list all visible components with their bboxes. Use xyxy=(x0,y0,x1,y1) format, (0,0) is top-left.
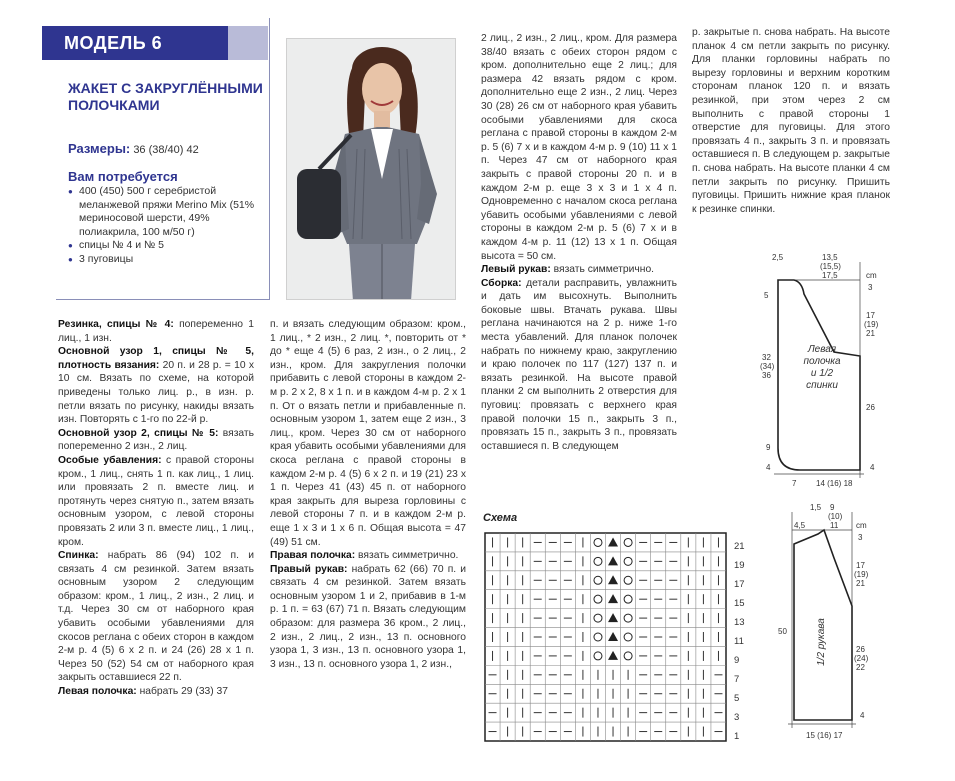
needs-list xyxy=(68,185,268,266)
heading-pattern-1: Основной узор 1, спицы № 5, плотность вязания: xyxy=(58,346,254,371)
model-photo xyxy=(286,38,456,300)
heading-left-front: Левая полочка: xyxy=(58,686,137,698)
dim-label: 4,5 xyxy=(794,521,806,530)
text-column-1 xyxy=(58,318,254,699)
dim-label: (19) xyxy=(854,570,869,579)
piece-label: Левая xyxy=(807,344,837,355)
dim-label: 22 xyxy=(856,663,865,672)
text-pattern-2: вязать попеременно 2 изн., 2 лиц. xyxy=(58,427,255,453)
text-decreases: с правой стороны кром., 1 лиц., снять 1 п. как лиц., 1 лиц. или провязать 2 п. вместе лиц. и протянуть через снятую п., затем вязать основным узором, с левой стороны провязать 2 или 3 п. вместе лиц., 1 лиц., кром. xyxy=(58,454,254,548)
dim-label: 3 xyxy=(858,533,863,542)
model-banner: МОДЕЛЬ 6 xyxy=(42,26,228,60)
row-number: 7 xyxy=(734,674,740,685)
heading-back: Спинка: xyxy=(58,550,99,562)
sleeve-label: 1/2 рукава xyxy=(816,618,827,666)
sizes xyxy=(68,141,199,156)
dim-label: 3 xyxy=(868,283,873,292)
piece-label: полочка xyxy=(803,356,841,367)
heading-assembly: Сборка: xyxy=(481,277,522,289)
dim-label: 36 xyxy=(762,371,771,380)
text-right-sleeve: набрать 62 (66) 70 п. и связать 4 см резинкой. Затем вязать основным узором 1 и 2, прибавив в 1-м р. 1 п. = 63 (67) 71 п. Вязать следующим образом: для размера 36 кром., 2 лиц., 2 изн., 2 лиц., 2 изн., 13 п. основного узора 1, 3 изн., 13 п. основного узора 1, 3 изн., 13 п. основного узора 1, 2 изн., xyxy=(270,563,466,670)
heading-rib: Резинка, спицы № 4: xyxy=(58,319,174,330)
dim-label: 17 xyxy=(856,561,865,570)
dim-label: 9 xyxy=(766,443,771,452)
text-pattern-1: 20 п. и 28 р. = 10 х 10 см. Вязать по схеме, на которой приведены только лиц. р., в изн. р. петли вязать по рисунку, накиды вязать изн. Повторять с 1-го по 22-й р. xyxy=(58,359,255,426)
piece-label: спинки xyxy=(806,380,838,391)
dim-label: 1,5 xyxy=(810,503,822,512)
dim-label: 50 xyxy=(778,627,787,636)
needs-item: ● 3 пуговицы xyxy=(68,253,268,267)
unit-label: cm xyxy=(856,521,867,530)
front-back-diagram xyxy=(760,252,888,488)
text-column-4 xyxy=(692,26,890,216)
dim-label: (10) xyxy=(828,512,843,521)
dim-label: 32 xyxy=(762,353,771,362)
dim-label: 11 xyxy=(830,521,839,530)
needs-title: Вам потребуется xyxy=(68,169,178,184)
text-rib: попеременно 1 лиц., 1 изн. xyxy=(58,319,254,344)
unit-label: cm xyxy=(866,271,877,280)
text-left-front-cont: п. и вязать следующим образом: кром., 1 лиц., * 2 изн., 2 лиц. *, повторить от * до * еще 4 (5) 6 раз, 2 изн., о 2 лиц., 2 изн., кром. Для закругления полочки прибавить с левой стороны в каждом 2-м р. 2 х 2, 8 х 1 п. и в каждом 4-м р. 2 х 1 п. От о вязать петли и прибавленные п. основным узором 1, затем еще 2 изн., 3 лиц., кром. Через 30 см от наборного края убавить особыми убавлениями для скоса реглана с правой стороны в каждом 2-м р. 4 (5) 6 х 2 п. и 19 (21) 23 х 1 п. Через 41 (43) 45 п. от наборного края закрыть для выреза горловины с левой стороны 7 п. и в каждом 2-м р. еще 1 х 3 и 1 х 6 п. Общая высота = 47 (49) 51 см. xyxy=(270,319,466,548)
dim-label: 26 xyxy=(866,403,875,412)
heading-decreases: Особые убавления: xyxy=(58,454,162,466)
dim-label: (24) xyxy=(854,654,869,663)
dim-label: 15 (16) 17 xyxy=(806,731,843,740)
text-right-sleeve-cont: 2 лиц., 2 изн., 2 лиц., кром. Для размера 38/40 вязать с обеих сторон рядом с кром. дополнительно еще 2 лиц.; для размера 42 вязать рядом с кром. дополнительно еще 2 изн., 2 лиц. Через 30 (28) 26 см от наборного края убавить особыми убавлениями для скоса реглана с правой стороны в каждом 2-м р. 5 (6) 7 х и в каждом 4-м р. 9 (10) 11 х 1 п. Через 47 см от наборного края закрыть с правой стороны 20 п. и в каждом 2-м р. еще 3 х 3 и 1 х 4 п. Одновременно с началом скоса реглана убавить особыми убавлениями с левой стороны в каждом 2-м р. 5 (6) 7 х и в каждом 4-м р. 11 (12) 13 х 1 п. Общая высота = 50 см. xyxy=(481,33,677,262)
row-number: 13 xyxy=(734,617,745,628)
sizes-value: 36 (38/40) 42 xyxy=(133,144,199,156)
dim-label: 17,5 xyxy=(822,271,838,280)
row-number: 15 xyxy=(734,598,745,609)
text-column-3 xyxy=(481,32,677,453)
text-assembly: детали расправить, увлажнить и дать им высохнуть. Выполнить боковые швы. Втачать рукава. Швы реглана начинаются на 2 р. ниже 1-го места убавлений. Для планок полочек набрать по нижнему краю, закруглению и краю полочек по 117 (127) 137 п. и вязать резинкой. На высоте правой планки 2 см выполнить 2 отверстия для пуговиц: провязать с верхнего края правой полочки 15 п., закрыть 3 п., провязать 15 п., закрыть 3 п., провязать оставшиеся п. В следующем xyxy=(481,277,677,452)
row-number: 5 xyxy=(734,693,740,704)
dim-label: 4 xyxy=(860,711,865,720)
dim-label: 13,5 xyxy=(822,253,838,262)
dim-label: (15,5) xyxy=(820,262,841,271)
dim-label: 17 xyxy=(866,311,875,320)
text-left-sleeve: вязать симметрично. xyxy=(550,264,655,276)
row-number: 21 xyxy=(734,541,745,552)
heading-right-front: Правая полочка: xyxy=(270,550,356,562)
sleeve-diagram xyxy=(770,502,888,742)
text-back: набрать 86 (94) 102 п. и связать 4 см резинкой. Затем вязать основным узором 2 следующим образом: кром., 1 лиц., 2 изн., 2 лиц. и т.д. Через 30 см от наборного края убавить особыми убавлениями для скосов реглана с обеих сторон в каждом 2-м р. 4 (5) 6 х 2 п. и 24 (26) 28 х 1 п. Через 50 (52) 54 см от наборного края закрыть оставшиеся 22 п. xyxy=(58,550,254,684)
row-number: 11 xyxy=(734,636,744,647)
needs-item: ● 400 (450) 500 г серебристой меланжевой пряжи Merino Mix (51% мериносовой шерсти, 49% полиакрила, 100 м/50 г) xyxy=(68,185,268,239)
row-number: 17 xyxy=(734,579,745,590)
model-illustration xyxy=(287,39,456,300)
dim-label: (34) xyxy=(760,362,775,371)
row-number: 9 xyxy=(734,655,740,666)
heading-right-sleeve: Правый рукав: xyxy=(270,563,348,575)
dim-label: 7 xyxy=(792,479,797,488)
dim-label: 14 (16) 18 xyxy=(816,479,853,488)
dim-label: 9 xyxy=(830,503,835,512)
schema-label: Схема xyxy=(483,512,518,524)
knitting-chart xyxy=(484,532,754,746)
heading-pattern-2: Основной узор 2, спицы № 5: xyxy=(58,427,219,439)
row-number: 19 xyxy=(734,560,745,571)
sizes-label: Размеры: xyxy=(68,141,131,156)
row-number: 3 xyxy=(734,712,740,723)
dim-label: 4 xyxy=(766,463,771,472)
dim-label: 5 xyxy=(764,291,769,300)
text-left-front: набрать 29 (33) 37 xyxy=(136,686,229,698)
pattern-title: ЖАКЕТ С ЗАКРУГЛЁННЫМИ ПОЛОЧКАМИ xyxy=(68,80,263,113)
text-column-2 xyxy=(270,318,466,671)
dim-label: 26 xyxy=(856,645,865,654)
text-right-front: вязать симметрично. xyxy=(355,550,459,562)
heading-left-sleeve: Левый рукав: xyxy=(481,264,551,276)
dim-label: 21 xyxy=(866,329,875,338)
text-assembly-cont: р. закрытые п. снова набрать. На высоте планок 4 см петли закрыть по рисунку. Для планки горловины набрать по вырезу горловины и верхним коротким сторонам планок 120 п. и вязать резинкой, при этом через 2 см выполнить с правой стороны 1 отверстие для пуговицы. Для этого провязать 4 п., закрыть 3 п. и провязать оставшиеся п. В следующем р. закрытые п. снова набрать. На высоте планки 4 см петли закрыть по рисунку. Пришить пуговицы. Пришить нижние края планок к резинке спинки. xyxy=(692,27,890,215)
needs-item: ● спицы № 4 и № 5 xyxy=(68,239,268,253)
dim-label: (19) xyxy=(864,320,879,329)
piece-label: и 1/2 xyxy=(810,368,834,379)
dim-label: 21 xyxy=(856,579,865,588)
dim-label: 4 xyxy=(870,463,875,472)
row-number: 1 xyxy=(734,731,740,742)
dim-label: 2,5 xyxy=(772,253,784,262)
